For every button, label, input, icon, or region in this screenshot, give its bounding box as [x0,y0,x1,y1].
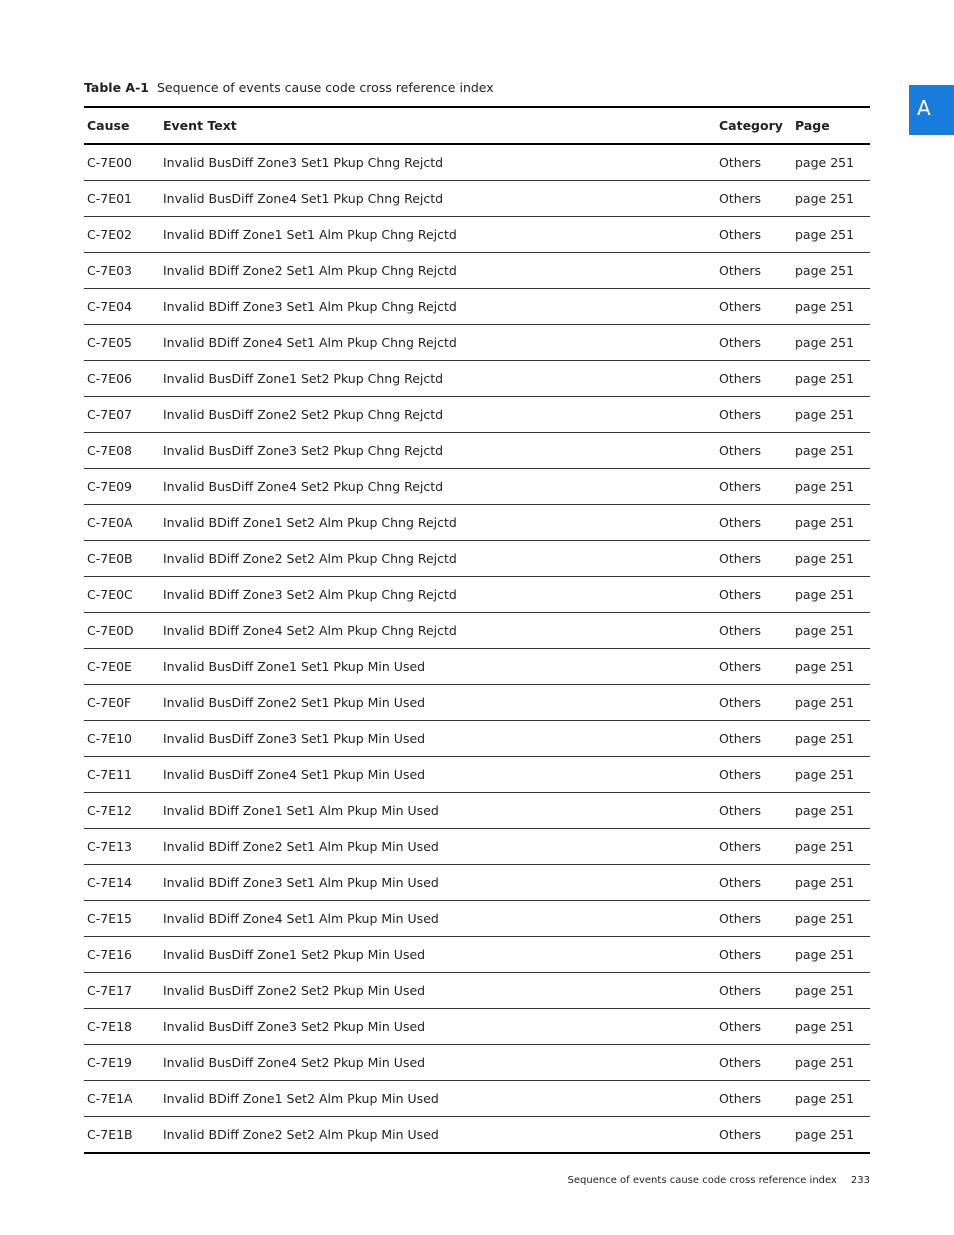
event-text-cell: Invalid BusDiff Zone3 Set2 Pkup Chng Rejctd [160,433,716,469]
category-cell: Others [716,577,792,613]
event-text-cell: Invalid BDiff Zone1 Set2 Alm Pkup Min Used [160,1081,716,1117]
event-text-cell: Invalid BDiff Zone2 Set1 Alm Pkup Chng Rejctd [160,253,716,289]
appendix-side-tab: A [909,85,954,135]
table-row [84,289,870,325]
table-row [84,613,870,649]
page-cell: page 251 [792,505,870,541]
page-cell: page 251 [792,541,870,577]
cause-cell: C-7E17 [84,973,160,1009]
cause-cell: C-7E00 [87,155,132,170]
page-cell: page 251 [792,397,870,433]
category-cell: Others [716,685,792,721]
page-cell: page 251 [792,577,870,613]
category-cell: Others [716,649,792,685]
table-row [84,1081,870,1117]
cause-cell: C-7E19 [84,1045,160,1081]
cause-cell: C-7E12 [84,793,160,829]
page-cell: page 251 [792,649,870,685]
page-cell: page 251 [792,253,870,289]
table-row [84,865,870,901]
cause-cell: C-7E06 [84,361,160,397]
page-cell: page 251 [792,757,870,793]
cause-cell: C-7E0F [84,685,160,721]
cause-cell: C-7E15 [84,901,160,937]
event-text-cell: Invalid BusDiff Zone4 Set1 Pkup Chng Rejctd [160,181,716,217]
table-caption-label: Table A-1 [84,80,149,95]
table-row [84,144,870,181]
table-row [84,1009,870,1045]
cause-cell: C-7E0B [84,541,160,577]
table-header-row [84,107,870,144]
page-cell: page 251 [792,865,870,901]
table-row [84,793,870,829]
page-cell: page 251 [792,1081,870,1117]
table-row [84,181,870,217]
table-row [84,361,870,397]
event-text-cell: Invalid BusDiff Zone1 Set2 Pkup Chng Rejctd [160,361,716,397]
event-text-cell: Invalid BDiff Zone1 Set2 Alm Pkup Chng Rejctd [160,505,716,541]
table-row [84,397,870,433]
cause-cell: C-7E03 [84,253,160,289]
cause-cell: C-7E1A [84,1081,160,1117]
table-caption-text: Sequence of events cause code cross reference index [156,80,494,95]
cause-code-table [84,106,870,1154]
category-cell: Others [716,325,792,361]
page-cell: page 251 [792,937,870,973]
cause-cell: C-7E0D [84,613,160,649]
column-header-page: Page [792,107,870,144]
category-cell: Others [716,181,792,217]
event-text-cell: Invalid BDiff Zone1 Set1 Alm Pkup Min Used [160,793,716,829]
page-cell: page 251 [792,901,870,937]
table-row [84,577,870,613]
table-caption [84,80,494,95]
page-cell: page 251 [792,685,870,721]
event-text-cell: Invalid BDiff Zone4 Set1 Alm Pkup Min Used [160,901,716,937]
page-cell: page 251 [792,973,870,1009]
event-text-cell: Invalid BusDiff Zone2 Set2 Pkup Chng Rejctd [160,397,716,433]
category-cell: Others [716,829,792,865]
cause-cell: C-7E0E [84,649,160,685]
page-cell: page 251 [792,793,870,829]
event-text-cell: Invalid BusDiff Zone4 Set2 Pkup Chng Rejctd [160,469,716,505]
cause-cell: C-7E14 [84,865,160,901]
category-cell: Others [716,469,792,505]
page-cell: page 251 [792,1117,870,1154]
table-row [84,757,870,793]
cause-cell: C-7E04 [84,289,160,325]
event-text-cell: Invalid BusDiff Zone2 Set2 Pkup Min Used [160,973,716,1009]
page-cell: page 251 [792,433,870,469]
cause-cell: C-7E09 [84,469,160,505]
event-text-cell: Invalid BDiff Zone2 Set1 Alm Pkup Min Used [160,829,716,865]
page-cell: page 251 [792,469,870,505]
event-text-cell: Invalid BDiff Zone2 Set2 Alm Pkup Min Used [160,1117,716,1154]
table-row [84,217,870,253]
page-cell: page 251 [792,1045,870,1081]
footer-page-number: 233 [850,1175,870,1186]
category-cell: Others [716,901,792,937]
page-cell: page 251 [792,217,870,253]
category-cell: Others [716,865,792,901]
page-cell: page 251 [792,721,870,757]
table-row [84,901,870,937]
page-cell: page 251 [792,829,870,865]
category-cell: Others [716,397,792,433]
table-row [84,433,870,469]
category-cell: Others [719,155,762,170]
page-cell: page 251 [792,289,870,325]
cause-cell: C-7E1B [84,1117,160,1154]
category-cell: Others [716,1117,792,1154]
category-cell: Others [716,721,792,757]
footer-title: Sequence of events cause code cross reference index [567,1175,837,1186]
category-cell: Others [716,793,792,829]
category-cell: Others [716,253,792,289]
event-text-cell: Invalid BusDiff Zone4 Set2 Pkup Min Used [160,1045,716,1081]
cause-cell: C-7E07 [84,397,160,433]
event-text-cell: Invalid BusDiff Zone1 Set1 Pkup Min Used [160,649,716,685]
category-cell: Others [716,1081,792,1117]
column-header-event-text: Event Text [160,107,716,144]
event-text-cell: Invalid BDiff Zone3 Set1 Alm Pkup Min Used [160,865,716,901]
table-row [84,973,870,1009]
table-row [84,1045,870,1081]
table-row [84,685,870,721]
event-text-cell: Invalid BusDiff Zone3 Set2 Pkup Min Used [160,1009,716,1045]
page-cell: page 251 [792,325,870,361]
table-row [84,325,870,361]
event-text-cell: Invalid BDiff Zone2 Set2 Alm Pkup Chng Rejctd [160,541,716,577]
category-cell: Others [716,217,792,253]
category-cell: Others [716,1009,792,1045]
page-cell: page 251 [795,155,855,170]
category-cell: Others [716,613,792,649]
cause-cell: C-7E0A [84,505,160,541]
event-text-cell: Invalid BusDiff Zone2 Set1 Pkup Min Used [160,685,716,721]
category-cell: Others [716,973,792,1009]
category-cell: Others [716,433,792,469]
table-row [84,253,870,289]
table-row [84,937,870,973]
cause-cell: C-7E13 [84,829,160,865]
cause-cell: C-7E01 [84,181,160,217]
event-text-cell: Invalid BusDiff Zone3 Set1 Pkup Min Used [160,721,716,757]
event-text-cell: Invalid BDiff Zone3 Set2 Alm Pkup Chng Rejctd [160,577,716,613]
table-row [84,649,870,685]
event-text-cell: Invalid BusDiff Zone3 Set1 Pkup Chng Rejctd [163,155,444,170]
category-cell: Others [716,937,792,973]
cause-cell: C-7E05 [84,325,160,361]
category-cell: Others [716,505,792,541]
cause-cell: C-7E08 [84,433,160,469]
cause-cell: C-7E11 [84,757,160,793]
cause-cell: C-7E0C [84,577,160,613]
table-row [84,1117,870,1154]
category-cell: Others [716,361,792,397]
cause-cell: C-7E16 [84,937,160,973]
event-text-cell: Invalid BDiff Zone3 Set1 Alm Pkup Chng Rejctd [160,289,716,325]
cause-cell: C-7E02 [84,217,160,253]
cause-cell: C-7E10 [84,721,160,757]
category-cell: Others [716,1045,792,1081]
table-row [84,829,870,865]
column-header-cause: Cause [84,107,160,144]
page-footer [568,1175,870,1186]
table-body [84,144,870,1153]
category-cell: Others [716,541,792,577]
column-header-category: Category [716,107,792,144]
event-text-cell: Invalid BDiff Zone1 Set1 Alm Pkup Chng Rejctd [160,217,716,253]
page-cell: page 251 [792,181,870,217]
table-row [84,541,870,577]
cause-cell: C-7E18 [84,1009,160,1045]
category-cell: Others [716,289,792,325]
event-text-cell: Invalid BusDiff Zone1 Set2 Pkup Min Used [160,937,716,973]
event-text-cell: Invalid BDiff Zone4 Set2 Alm Pkup Chng Rejctd [160,613,716,649]
event-text-cell: Invalid BusDiff Zone4 Set1 Pkup Min Used [160,757,716,793]
table-row [84,721,870,757]
category-cell: Others [716,757,792,793]
table-row [84,505,870,541]
page-cell: page 251 [792,361,870,397]
page-cell: page 251 [792,613,870,649]
page-cell: page 251 [792,1009,870,1045]
event-text-cell: Invalid BDiff Zone4 Set1 Alm Pkup Chng Rejctd [160,325,716,361]
table-row [84,469,870,505]
